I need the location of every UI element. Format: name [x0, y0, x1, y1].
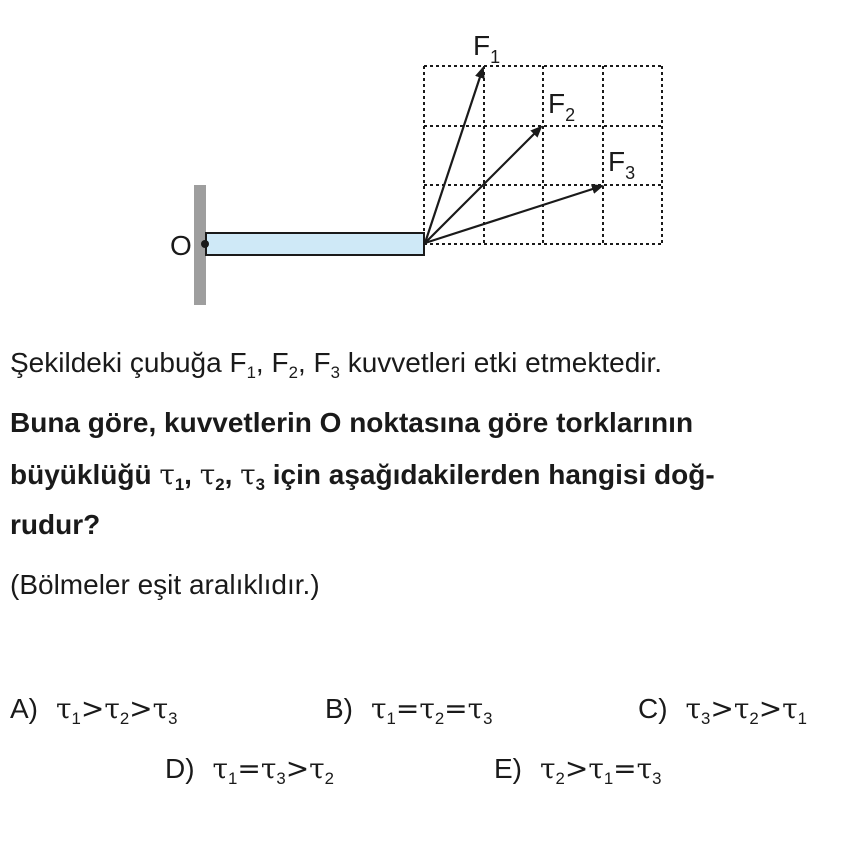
question-stem-line3: rudur?	[10, 509, 101, 540]
force-label-f3: $F_3$	[608, 146, 636, 183]
option-b[interactable]	[325, 692, 493, 728]
option-label: D)	[165, 753, 195, 784]
force-arrow-f1	[425, 68, 483, 243]
force-arrow-f3	[425, 186, 602, 243]
question-stem-line2: büyüklüğü $\tau_1$, $\tau_2$, $\tau_3$ için aşağıdakilerden hangisi doğ-	[10, 458, 715, 494]
question-note: (Bölmeler eşit aralıklıdır.)	[10, 569, 320, 600]
option-c[interactable]	[638, 692, 808, 728]
option-label: A)	[10, 693, 38, 724]
option-value: $\tau_1>\tau_2>\tau_3$	[56, 692, 178, 728]
option-value: $\tau_1=\tau_3>\tau_2$	[212, 752, 335, 788]
force-label-f1: $F_1$	[473, 30, 501, 67]
dotted-grid	[424, 66, 662, 244]
option-label: B)	[325, 693, 353, 724]
option-label: C)	[638, 693, 668, 724]
rod	[206, 233, 424, 255]
pivot-point	[201, 240, 209, 248]
question-intro: Şekildeki çubuğa $F_1$, $F_2$, $F_3$ kuvvetleri etki etmektedir.	[10, 347, 663, 382]
option-label: E)	[494, 753, 522, 784]
option-value: $\tau_2>\tau_1=\tau_3$	[540, 752, 662, 788]
force-label-f2: $F_2$	[548, 88, 576, 125]
option-value: $\tau_1=\tau_2=\tau_3$	[371, 692, 493, 728]
option-value: $\tau_3>\tau_2>\tau_1$	[685, 692, 808, 728]
option-a[interactable]	[10, 692, 178, 728]
physics-figure	[0, 0, 844, 320]
option-d[interactable]	[165, 752, 335, 788]
pivot-label: O	[170, 230, 192, 261]
option-e[interactable]	[494, 752, 662, 788]
question-stem-line1: Buna göre, kuvvetlerin O noktasına göre torklarının	[10, 407, 694, 438]
